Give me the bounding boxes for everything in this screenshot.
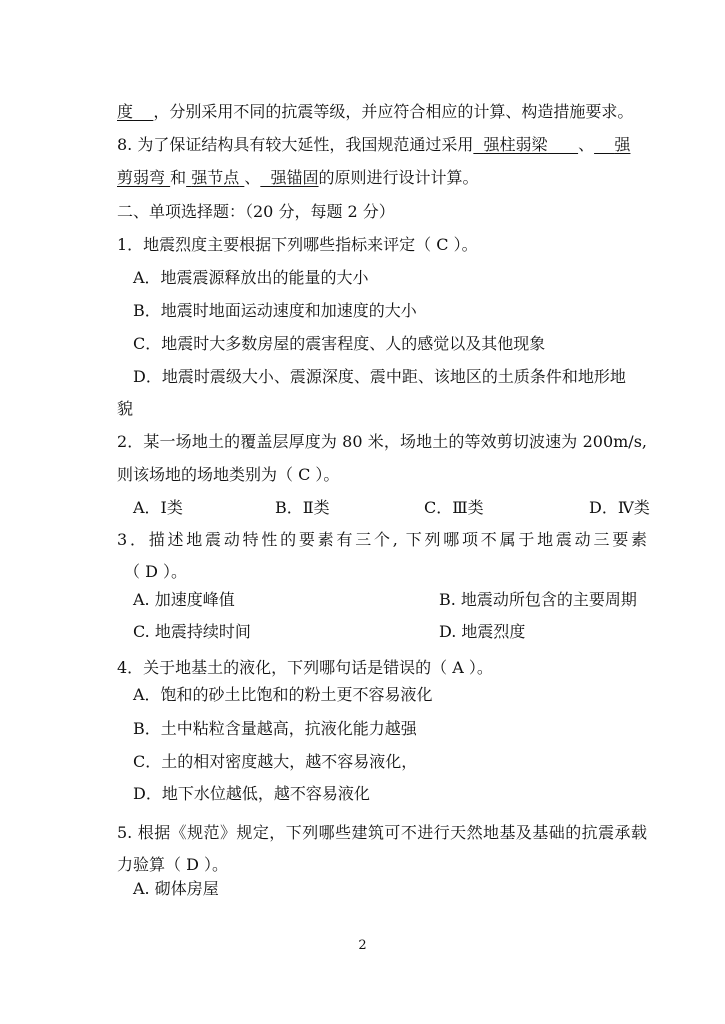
q1-stem: 1．地震烈度主要根据下列哪些指标来评定（ C ）。 [117, 235, 478, 254]
q3-option-a: A. 加速度峰值 [133, 590, 235, 609]
q1-option-d: D．地震时震级大小、震源深度、震中距、该地区的土质条件和地形地 [133, 367, 626, 386]
q2-stem-line-2: 则该场地的场地类别为（ C ）。 [117, 465, 340, 484]
q4-option-c: C．土的相对密度越大，越不容易液化， [133, 752, 418, 771]
q4-option-d: D．地下水位越低，越不容易液化 [133, 784, 370, 803]
q2-stem-line-1: 2．某一场地土的覆盖层厚度为 80 米，场地土的等效剪切波速为 200m/s, [117, 432, 647, 451]
q5-stem-line-1: 5. 根据《规范》规定，下列哪些建筑可不进行天然地基及基础的抗震承载 [117, 823, 647, 842]
q8-sep-1: 、 [578, 135, 595, 154]
q7-tail-line [117, 100, 633, 124]
q2-option-b: B．Ⅱ类 [275, 498, 330, 517]
q5-option-a: A. 砌体房屋 [133, 879, 219, 898]
q2-option-d: D．Ⅳ类 [589, 498, 650, 517]
q1-option-c: C．地震时大多数房屋的震害程度、人的感觉以及其他现象 [133, 334, 546, 353]
q1-option-d-cont: 貌 [117, 399, 134, 418]
q4-option-a: A．饱和的砂土比饱和的粉土更不容易液化 [133, 685, 433, 704]
q1-option-b: B．地震时地面运动速度和加速度的大小 [133, 301, 417, 320]
q4-option-b: B．土中粘粒含量越高，抗液化能力越强 [133, 719, 417, 738]
q3-option-c: C. 地震持续时间 [133, 622, 251, 641]
q2-option-c: C．Ⅲ类 [424, 498, 484, 517]
q8-line-1 [117, 133, 630, 157]
q7-tail-text: ，分别采用不同的抗震等级，并应符合相应的计算、构造措施要求。 [153, 102, 634, 121]
q1-option-a: A．地震震源释放出的能量的大小 [133, 268, 369, 287]
q4-stem: 4．关于地基土的液化，下列哪句话是错误的（ A ）。 [117, 658, 493, 677]
q8-prefix: 8. 为了保证结构具有较大延性，我国规范通过采用 [117, 135, 474, 154]
q8-blank-2b: 剪弱弯 [117, 168, 166, 187]
q8-blank-3: 强节点 [191, 168, 240, 187]
q3-option-b: B. 地震动所包含的主要周期 [439, 590, 637, 609]
q8-blank-2a: 强 [614, 135, 631, 154]
q8-line-2 [117, 166, 479, 190]
q3-option-d: D. 地震烈度 [439, 622, 526, 641]
q8-sep-2: 和 [170, 168, 187, 187]
section-2-heading: 二、单项选择题：（20 分，每题 2 分） [117, 202, 395, 221]
q8-suffix: 的原则进行设计计算。 [318, 168, 479, 187]
q3-stem-line-1: 3．描述地震动特性的要素有三个, 下列哪项不属于地震动三要素 [117, 530, 647, 549]
q3-stem-line-2: （ D ）。 [124, 562, 188, 581]
page-number: 2 [358, 938, 367, 953]
q5-stem-line-2: 力验算（ D ）。 [117, 855, 229, 874]
q2-option-a: A．Ⅰ类 [133, 498, 183, 517]
q8-blank-4: 强锚固 [270, 168, 319, 187]
q7-answer-blank: 度 [117, 102, 134, 121]
q8-sep-3: 、 [244, 168, 261, 187]
q8-blank-1: 强柱弱梁 [483, 135, 548, 154]
